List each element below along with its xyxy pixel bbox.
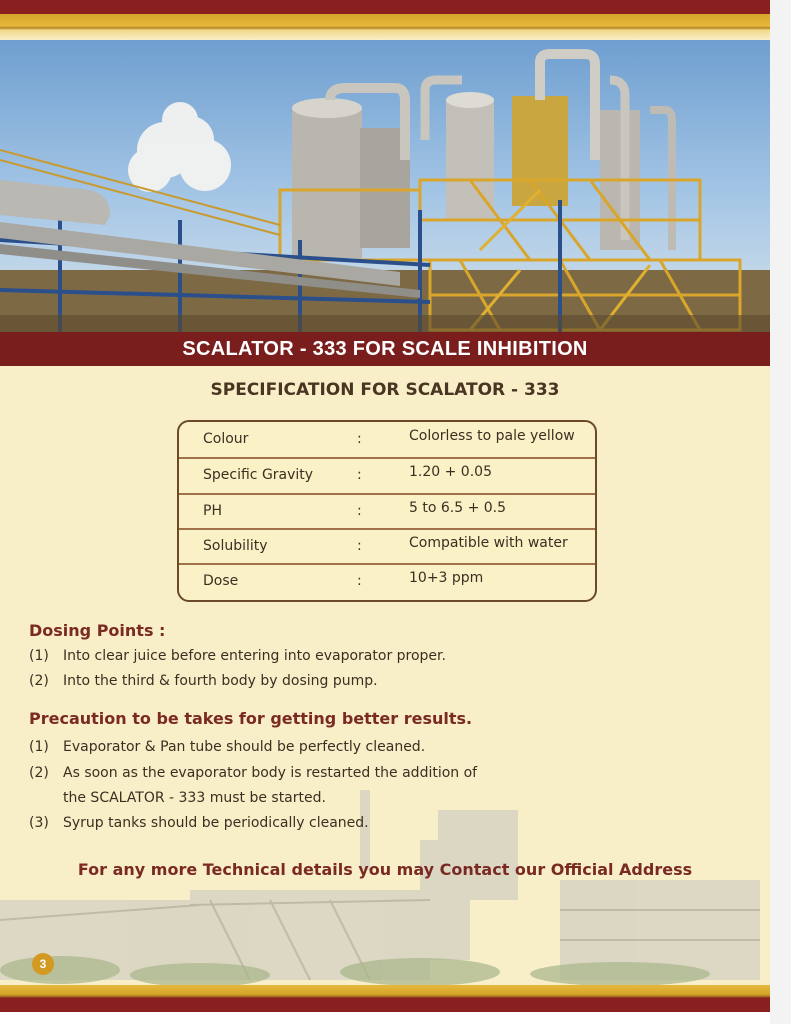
spec-row-specific-gravity <box>179 458 595 493</box>
spec-separator: : <box>357 503 362 519</box>
specification-heading: SPECIFICATION FOR SCALATOR - 333 <box>210 380 560 400</box>
scan-margin <box>770 0 791 1024</box>
list-number: (1) <box>29 648 49 664</box>
list-number: (3) <box>29 815 49 831</box>
product-title-banner: SCALATOR - 333 FOR SCALE INHIBITION <box>0 332 770 366</box>
spec-row-solubility <box>179 529 595 564</box>
spec-label: Colour <box>203 431 249 447</box>
spec-separator: : <box>357 538 362 554</box>
spec-value: 5 to 6.5 + 0.5 <box>409 500 507 516</box>
specification-table <box>177 420 597 602</box>
top-decorative-band <box>0 0 770 40</box>
list-number: (2) <box>29 673 49 689</box>
spec-label: PH <box>203 503 222 519</box>
list-number: (2) <box>29 765 49 781</box>
spec-value: 1.20 + 0.05 <box>409 464 492 480</box>
spec-label: Dose <box>203 573 239 589</box>
precaution-heading: Precaution to be takes for getting better results. <box>29 709 473 728</box>
list-text: Evaporator & Pan tube should be perfectly cleaned. <box>63 739 426 755</box>
list-text: Into the third & fourth body by dosing pump. <box>63 673 378 689</box>
spec-row-colour <box>179 422 595 457</box>
hero-plant-image <box>0 40 770 332</box>
spec-value: Compatible with water <box>409 535 568 551</box>
list-text: Into clear juice before entering into evaporator proper. <box>63 648 446 664</box>
spec-value: 10+3 ppm <box>409 570 484 586</box>
page-number-badge: 3 <box>32 953 54 975</box>
list-text: the SCALATOR - 333 must be started. <box>63 790 326 806</box>
list-text: Syrup tanks should be periodically cleaned. <box>63 815 369 831</box>
spec-separator: : <box>357 431 362 447</box>
list-text: As soon as the evaporator body is restarted the addition of <box>63 765 478 781</box>
industrial-plant-illustration <box>0 40 770 332</box>
spec-separator: : <box>357 467 362 483</box>
spec-separator: : <box>357 573 362 589</box>
spec-row-ph <box>179 494 595 529</box>
list-number: (1) <box>29 739 49 755</box>
spec-label: Specific Gravity <box>203 467 314 483</box>
spec-label: Solubility <box>203 538 268 554</box>
spec-row-dose <box>179 564 595 599</box>
spec-value: Colorless to pale yellow <box>409 428 575 444</box>
contact-line: For any more Technical details you may Contact our Official Address <box>77 860 693 879</box>
bottom-decorative-band <box>0 985 770 1012</box>
dosing-points-heading: Dosing Points : <box>29 621 166 640</box>
